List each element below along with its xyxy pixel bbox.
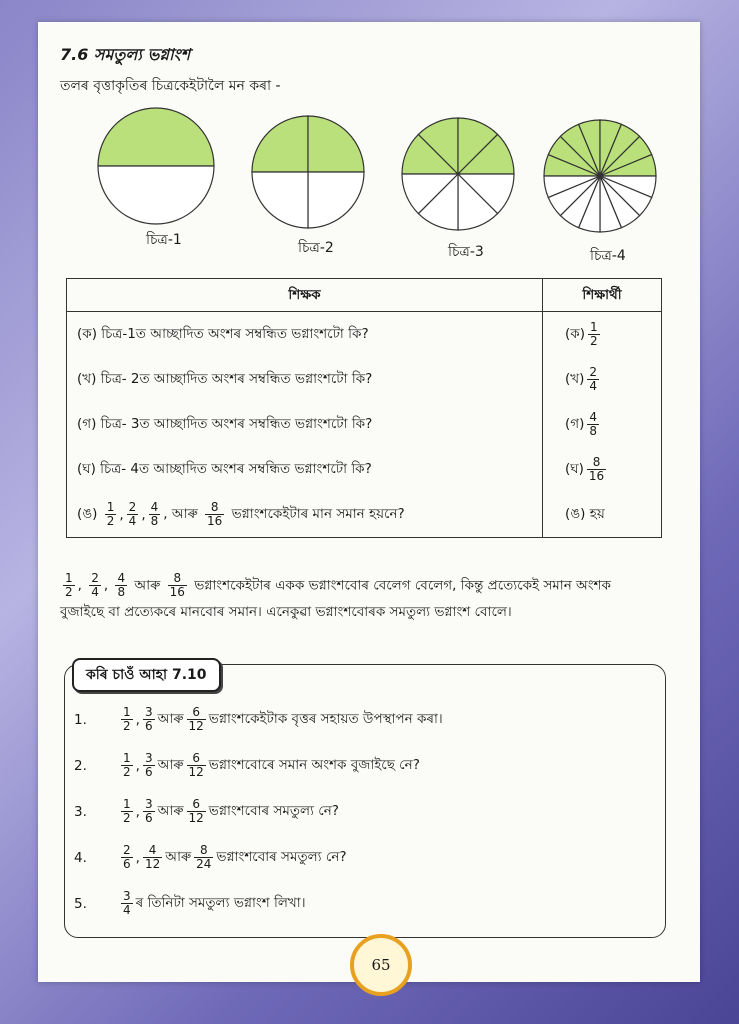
figure-label-2: চিত্ৰ-2 (298, 240, 334, 256)
exercise-item-text: ভগ্নাংশবোৰ সমতুল্য নে? (208, 803, 339, 819)
exercise-item-5 (74, 890, 306, 917)
exercise-item-text: ৰ তিনিটা সমতুল্য ভগ্নাংশ লিখা। (135, 895, 306, 911)
question-row: (ক) চিত্ৰ-1ত আচ্ছাদিত অংশৰ সম্বন্ধিত ভগ্নাংশটো কি? (77, 326, 369, 342)
shaded-sector (308, 116, 364, 172)
fraction: $\frac{3}{6}$ (144, 797, 153, 825)
unshaded-sector (252, 172, 308, 228)
answer-row: (খ) $\frac{2}{4}$ (565, 365, 598, 393)
fraction: $\frac{3}{6}$ (144, 705, 153, 733)
header-teacher: শিক্ষক (67, 279, 543, 312)
figure-label-1: চিত্ৰ-1 (146, 232, 182, 248)
exercise-item-number: 2. (74, 757, 87, 774)
answer-row: (গ) $\frac{4}{8}$ (565, 410, 598, 438)
exercise-item-number: 5. (74, 895, 87, 912)
fraction: $\frac{6}{12}$ (188, 705, 204, 733)
exercise-title: কৰি চাওঁ আহা 7.10 (72, 658, 221, 692)
exercise-item-2: 2. $\frac{1}{2}$ , $\frac{3}{6}$ আৰু $\frac{6}{12}$ ভগ্নাংশবোৰে সমান অংশক বুজাইছে নে? (74, 751, 420, 779)
exercise-item-4: 4. $\frac{2}{6}$ , $\frac{4}{12}$ আৰু $\frac{8}{24}$ ভগ্নাংশবোৰ সমতুল্য নে? (74, 843, 347, 871)
fraction-circle-3 (402, 118, 514, 230)
fraction: $\frac{6}{12}$ (188, 751, 204, 779)
fraction: $\frac{1}{2}$ (123, 751, 131, 779)
question-row: (খ) চিত্ৰ- 2ত আচ্ছাদিত অংশৰ সম্বন্ধিত ভগ্নাংশটো কি? (77, 371, 373, 387)
explanation-paragraph: $\frac{1}{2}$ , $\frac{2}{4}$ , $\frac{4}{8}$ আৰু $\frac{8}{16}$ ভগ্নাংশকেইটাৰ একক ভগ্নাংশবোৰ বেলেগ বেলেগ, কিন্তু প্ৰত্যেকেই সমান অংশক বুজাইছে বা প্ৰত্যেকৰে মানবোৰ সমান। এনেকুৱা ভগ্নাংশবোৰক সমতুল্য ভগ্নাংশ বোলে। (60, 571, 611, 620)
exercise-item-text: ভগ্নাংশকেইটাক বৃত্তৰ সহায়ত উপস্থাপন কৰা। (208, 711, 443, 727)
fraction: $\frac{3}{6}$ (144, 751, 153, 779)
fraction: $\frac{1}{2}$ (123, 797, 131, 825)
teacher-student-table (66, 278, 662, 538)
fraction: $\frac{4}{12}$ (144, 843, 161, 871)
exercise-item-number: 3. (74, 803, 87, 820)
header-student: শিক্ষাৰ্থী (543, 279, 662, 312)
unshaded-sector (98, 166, 214, 224)
answer-row-last: (ঙ) হয় (565, 506, 605, 522)
exercise-item-number: 1. (74, 711, 87, 728)
figure-label-4: চিত্ৰ-4 (590, 248, 626, 264)
figure-label-3: চিত্ৰ-3 (448, 244, 484, 260)
exercise-item-1: 1. $\frac{1}{2}$ , $\frac{3}{6}$ আৰু $\frac{6}{12}$ ভগ্নাংশকেইটাক বৃত্তৰ সহায়ত উপস্থাপন কৰা। (74, 705, 443, 733)
unshaded-sector (308, 172, 364, 228)
fraction: $\frac{1}{2}$ (123, 705, 131, 733)
shaded-sector (98, 108, 214, 166)
intro-text: তলৰ বৃত্তাকৃতিৰ চিত্ৰকেইটালৈ মন কৰা - (60, 78, 281, 94)
exercise-item-3: 3. $\frac{1}{2}$ , $\frac{3}{6}$ আৰু $\frac{6}{12}$ ভগ্নাংশবোৰ সমতুল্য নে? (74, 797, 339, 825)
fraction: $\frac{2}{6}$ (123, 843, 131, 871)
answer-row: (ঘ) $\frac{8}{16}$ (565, 455, 605, 483)
question-row: (গ) চিত্ৰ- 3ত আচ্ছাদিত অংশৰ সম্বন্ধিত ভগ্নাংশটো কি? (77, 416, 373, 432)
fraction: $\frac{3}{4}$ (123, 889, 131, 917)
exercise-item-text: ভগ্নাংশবোৰ সমতুল্য নে? (216, 849, 347, 865)
section-title: 7.6 সমতুল্য ভগ্নাংশ (60, 45, 191, 64)
textbook-page (38, 22, 700, 982)
question-row: (ঘ) চিত্ৰ- 4ত আচ্ছাদিত অংশৰ সম্বন্ধিত ভগ্নাংশটো কি? (77, 461, 372, 477)
exercise-item-text: ভগ্নাংশবোৰে সমান অংশক বুজাইছে নে? (208, 757, 420, 773)
answer-row: (ক) $\frac{1}{2}$ (565, 320, 598, 348)
exercise-item-number: 4. (74, 849, 87, 866)
fraction-circle-2 (252, 116, 364, 228)
page-number: 65 (350, 934, 412, 996)
fraction-circle-4 (544, 120, 656, 232)
fraction: $\frac{6}{12}$ (188, 797, 204, 825)
question-row-last: (ঙ) $\frac{1}{2}$ , $\frac{2}{4}$ , $\frac{4}{8}$ , আৰু $\frac{8}{16}$ ভগ্নাংশকেইটাৰ মান সমান হয়নে? (77, 500, 405, 528)
fraction: $\frac{8}{24}$ (196, 843, 212, 871)
shaded-sector (252, 116, 308, 172)
fraction-circle-1 (98, 108, 214, 224)
